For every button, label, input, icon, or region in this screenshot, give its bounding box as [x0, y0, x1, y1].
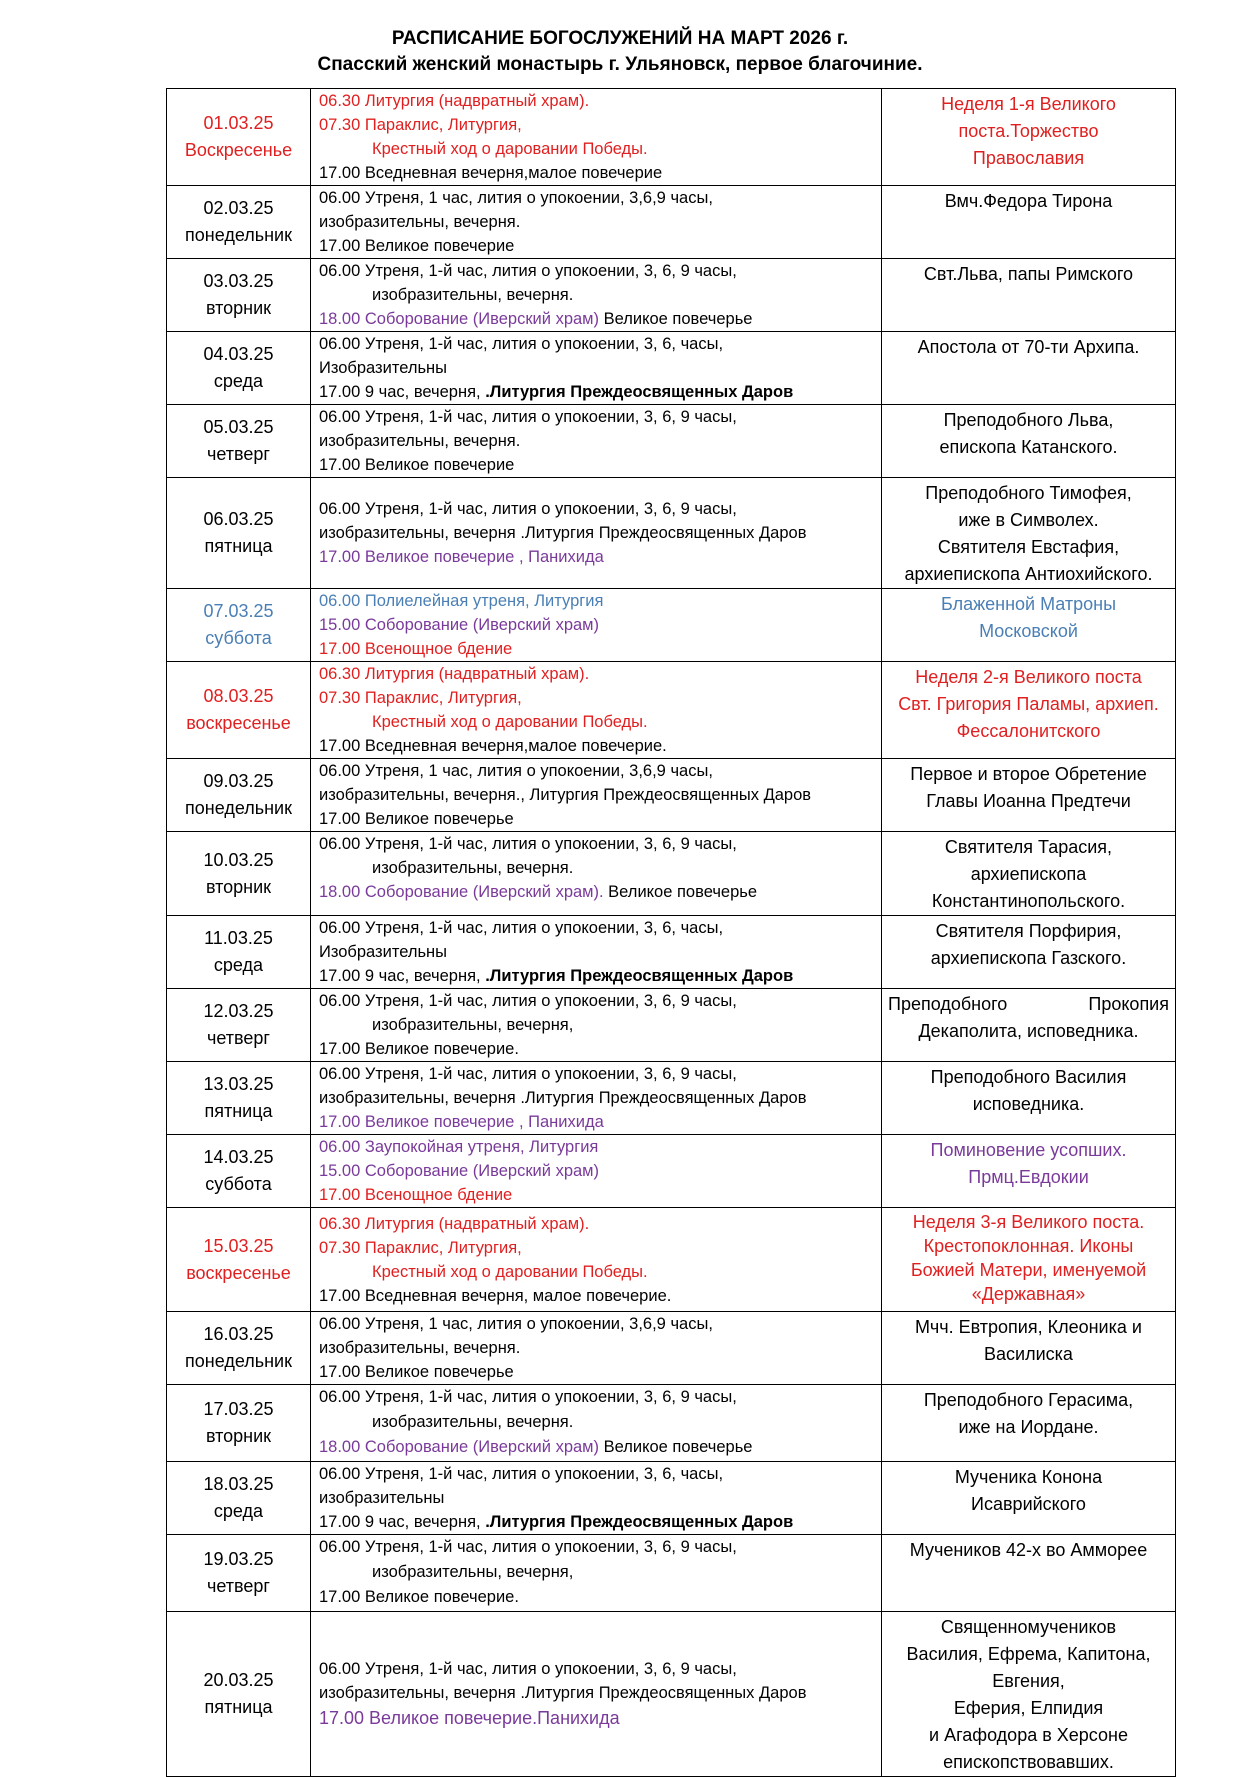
table-row — [167, 989, 1176, 1062]
services-cell: 06.00 Утреня, 1 час, лития о упокоении, 3,6,9 часы, изобразительны, вечерня. 17.00 Великое повечерье — [311, 1312, 882, 1385]
services-cell: 06.00 Утреня, 1-й час, лития о упокоении, 3, 6, 9 часы, изобразительны, вечерня. 18.00 Соборование (Иверский храм). Великое повечерье — [311, 832, 882, 916]
feast-cell: Святителя Тарасия, архиепископа Константинопольского. — [882, 832, 1176, 916]
services-cell: 06.00 Заупокойная утреня, Литургия 15.00 Соборование (Иверский храм) 17.00 Всенощное бдение — [311, 1135, 882, 1208]
services-cell: 06.00 Утреня, 1 час, лития о упокоении, 3,6,9 часы, изобразительны, вечерня., Литургия Преждеосвященных Даров 17.00 Великое повечерье — [311, 759, 882, 832]
table-row — [167, 662, 1176, 759]
services-cell: 06.00 Утреня, 1-й час, лития о упокоении, 3, 6, 9 часы, изобразительны, вечерня .Литургия Преждеосвященных Даров 17.00 Великое повечерие , Панихида — [311, 1062, 882, 1135]
services-cell: 06.00 Утреня, 1-й час, лития о упокоении, 3, 6, 9 часы, изобразительны, вечерня. 17.00 Великое повечерие — [311, 405, 882, 478]
services-cell: 06.00 Полиелейная утреня, Литургия 15.00 Соборование (Иверский храм) 17.00 Всенощное бдение — [311, 589, 882, 662]
date-cell: 07.03.25 суббота — [167, 589, 311, 662]
feast-cell: Вмч.Федора Тирона — [882, 186, 1176, 259]
table-row — [167, 478, 1176, 589]
feast-cell: Поминовение усопших. Прмц.Евдокии — [882, 1135, 1176, 1208]
date-cell: 16.03.25 понедельник — [167, 1312, 311, 1385]
page-title: РАСПИСАНИЕ БОГОСЛУЖЕНИЙ НА МАРТ 2026 г. — [391, 28, 849, 49]
page-subtitle: Спасский женский монастырь г. Ульяновск, первое благочиние. — [317, 54, 923, 75]
date-cell: 09.03.25 понедельник — [167, 759, 311, 832]
table-row — [167, 259, 1176, 332]
table-row — [167, 332, 1176, 405]
table-row — [167, 1062, 1176, 1135]
feast-cell: Свт.Льва, папы Римского — [882, 259, 1176, 332]
services-cell: 06.30 Литургия (надвратный храм). 07.30 Параклис, Литургия, Крестный ход о даровании Победы. 17.00 Вседневная вечерня, малое повечерие. — [311, 1208, 882, 1312]
date-cell: 05.03.25 четверг — [167, 405, 311, 478]
table-row — [167, 1535, 1176, 1612]
date-cell: 04.03.25 среда — [167, 332, 311, 405]
feast-cell: Мученика Конона Исаврийского — [882, 1462, 1176, 1535]
services-cell: 06.00 Утреня, 1-й час, лития о упокоении, 3, 6, 9 часы, изобразительны, вечерня .Литургия Преждеосвященных Даров 17.00 Великое повечерие , Панихида — [311, 478, 882, 589]
feast-cell: Преподобного Герасима, иже на Иордане. — [882, 1385, 1176, 1462]
services-cell: 06.00 Утреня, 1-й час, лития о упокоении, 3, 6, часы, изобразительны 17.00 9 час, вечерня, .Литургия Преждеосвященных Даров — [311, 1462, 882, 1535]
table-row — [167, 1208, 1176, 1312]
services-cell: 06.00 Утреня, 1-й час, лития о упокоении, 3, 6, 9 часы, изобразительны, вечерня .Литургия Преждеосвященных Даров 17.00 Великое повечерие.Панихида — [311, 1612, 882, 1777]
table-row — [167, 759, 1176, 832]
feast-cell: Неделя 1-я Великого поста.Торжество Православия — [882, 89, 1176, 186]
feast-cell: Преподобного Льва, епископа Катанского. — [882, 405, 1176, 478]
date-cell: 11.03.25 среда — [167, 916, 311, 989]
table-row — [167, 186, 1176, 259]
table-row — [167, 405, 1176, 478]
feast-cell: Апостола от 70-ти Архипа. — [882, 332, 1176, 405]
feast-cell: Первое и второе Обретение Главы Иоанна Предтечи — [882, 759, 1176, 832]
date-cell: 20.03.25 пятница — [167, 1612, 311, 1777]
date-cell: 10.03.25 вторник — [167, 832, 311, 916]
date-cell: 15.03.25 воскресенье — [167, 1208, 311, 1312]
date-cell: 19.03.25 четверг — [167, 1535, 311, 1612]
feast-cell: Священномучеников Василия, Ефрема, Капитона, Евгения, Еферия, Елпидия и Агафодора в Херсоне епископствовавших. — [882, 1612, 1176, 1777]
feast-cell: Мучеников 42-х во Амморее — [882, 1535, 1176, 1612]
date-cell: 06.03.25 пятница — [167, 478, 311, 589]
table-row — [167, 1385, 1176, 1462]
services-cell: 06.00 Утреня, 1 час, лития о упокоении, 3,6,9 часы, изобразительны, вечерня. 17.00 Великое повечерие — [311, 186, 882, 259]
date-cell: 03.03.25 вторник — [167, 259, 311, 332]
table-row — [167, 832, 1176, 916]
services-cell: 06.00 Утреня, 1-й час, лития о упокоении, 3, 6, часы, Изобразительны 17.00 9 час, вечерня, .Литургия Преждеосвященных Даров — [311, 916, 882, 989]
date-cell: 01.03.25 Воскресенье — [167, 89, 311, 186]
table-row — [167, 89, 1176, 186]
schedule-table — [166, 88, 1176, 1777]
table-row — [167, 1135, 1176, 1208]
table-row — [167, 1462, 1176, 1535]
table-row — [167, 589, 1176, 662]
date-cell: 18.03.25 среда — [167, 1462, 311, 1535]
date-cell: 12.03.25 четверг — [167, 989, 311, 1062]
feast-cell: Святителя Порфирия, архиепископа Газского. — [882, 916, 1176, 989]
date-cell: 13.03.25 пятница — [167, 1062, 311, 1135]
feast-cell: Преподобного Прокопия Декаполита, исповедника. — [882, 989, 1176, 1062]
feast-cell: Неделя 3-я Великого поста. Крестопоклонная. Иконы Божией Матери, именуемой «Державная» — [882, 1208, 1176, 1312]
date-cell: 17.03.25 вторник — [167, 1385, 311, 1462]
feast-cell: Неделя 2-я Великого поста Свт. Григория Паламы, архиеп. Фессалонитского — [882, 662, 1176, 759]
feast-cell: Преподобного Тимофея, иже в Символех. Святителя Евстафия, архиепископа Антиохийского. — [882, 478, 1176, 589]
services-cell: 06.00 Утреня, 1-й час, лития о упокоении, 3, 6, 9 часы, изобразительны, вечерня, 17.00 Великое повечерие. — [311, 1535, 882, 1612]
date-cell: 14.03.25 суббота — [167, 1135, 311, 1208]
table-row — [167, 1312, 1176, 1385]
table-row — [167, 1612, 1176, 1777]
services-cell: 06.00 Утреня, 1-й час, лития о упокоении, 3, 6, часы, Изобразительны 17.00 9 час, вечерня, .Литургия Преждеосвященных Даров — [311, 332, 882, 405]
date-cell: 02.03.25 понедельник — [167, 186, 311, 259]
services-cell: 06.30 Литургия (надвратный храм). 07.30 Параклис, Литургия, Крестный ход о даровании Победы. 17.00 Вседневная вечерня,малое повечерие — [311, 89, 882, 186]
feast-cell: Блаженной Матроны Московской — [882, 589, 1176, 662]
services-cell: 06.30 Литургия (надвратный храм). 07.30 Параклис, Литургия, Крестный ход о даровании Победы. 17.00 Вседневная вечерня,малое повечерие. — [311, 662, 882, 759]
date-cell: 08.03.25 воскресенье — [167, 662, 311, 759]
services-cell: 06.00 Утреня, 1-й час, лития о упокоении, 3, 6, 9 часы, изобразительны, вечерня, 17.00 Великое повечерие. — [311, 989, 882, 1062]
services-cell: 06.00 Утреня, 1-й час, лития о упокоении, 3, 6, 9 часы, изобразительны, вечерня. 18.00 Соборование (Иверский храм) Великое повечерье — [311, 1385, 882, 1462]
services-cell: 06.00 Утреня, 1-й час, лития о упокоении, 3, 6, 9 часы, изобразительны, вечерня. 18.00 Соборование (Иверский храм) Великое повечерье — [311, 259, 882, 332]
feast-cell: Мчч. Евтропия, Клеоника и Василиска — [882, 1312, 1176, 1385]
feast-cell: Преподобного Василия исповедника. — [882, 1062, 1176, 1135]
table-row — [167, 916, 1176, 989]
